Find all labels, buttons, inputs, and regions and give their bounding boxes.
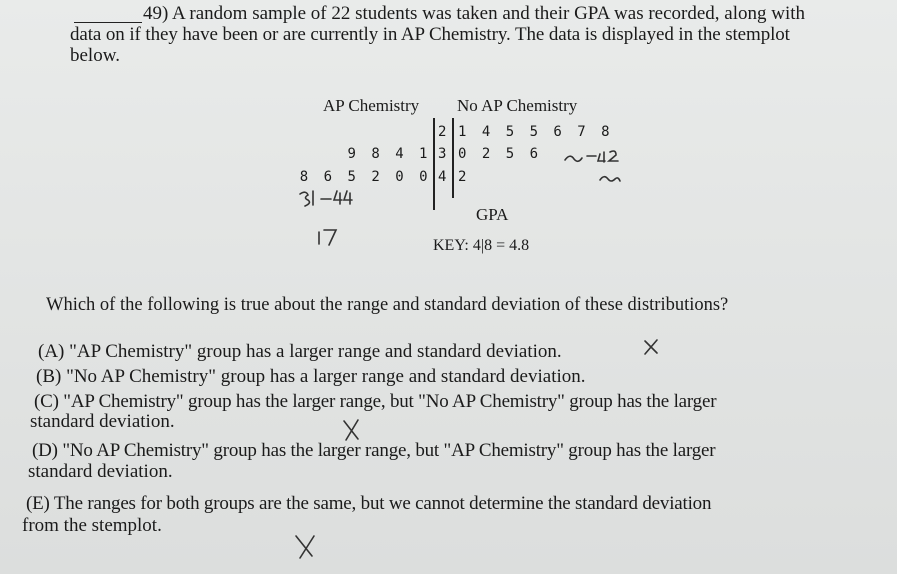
choice-d-line1[interactable]: (D) "No AP Chemistry" group has the larger range, but "AP Chemistry" group has the larger <box>32 440 716 461</box>
stem-row2: 3 <box>438 146 447 162</box>
question-text-line1: A random sample of 22 students was taken and their GPA was recorded, along with <box>172 3 806 24</box>
choice-a[interactable]: (A) "AP Chemistry" group has a larger range and standard deviation. <box>38 341 562 362</box>
stemplot-left-header: AP Chemistry <box>323 96 420 115</box>
stem-leaf-right-row3: 2 <box>458 169 470 185</box>
stem-leaf-right-row1: 1 4 5 5 6 7 8 <box>458 124 614 140</box>
choice-b[interactable]: (B) "No AP Chemistry" group has a larger range and standard deviation. <box>36 366 586 387</box>
question-text-line3: below. <box>70 45 120 66</box>
stem-leaf-left-row3: 8 6 5 2 0 0 <box>299 169 431 185</box>
choice-e-line2[interactable]: from the stemplot. <box>22 515 162 536</box>
question-number: 49) <box>143 3 169 24</box>
choice-e-line1[interactable]: (E) The ranges for both groups are the same, but we cannot determine the standard deviation <box>26 493 712 514</box>
question-prompt: Which of the following is true about the range and standard deviation of these distributions? <box>46 295 729 315</box>
stemplot-right-header: No AP Chemistry <box>457 96 578 115</box>
stem-row1: 2 <box>438 124 447 140</box>
choice-c-line2[interactable]: standard deviation. <box>30 411 175 432</box>
choice-d-line2[interactable]: standard deviation. <box>28 461 173 482</box>
choice-c-line1[interactable]: (C) "AP Chemistry" group has the larger range, but "No AP Chemistry" group has the larger <box>34 391 717 412</box>
stem-leaf-right-row2: 0 2 5 6 <box>458 146 542 162</box>
stem-leaf-left-row2: 9 8 4 1 <box>347 146 431 162</box>
stemplot-axis-label: GPA <box>476 205 509 224</box>
stemplot-key: KEY: 4|8 = 4.8 <box>433 237 530 254</box>
question-text-line2: data on if they have been or are currently in AP Chemistry. The data is displayed in the stemplot <box>70 24 790 45</box>
stem-row3: 4 <box>438 169 447 185</box>
